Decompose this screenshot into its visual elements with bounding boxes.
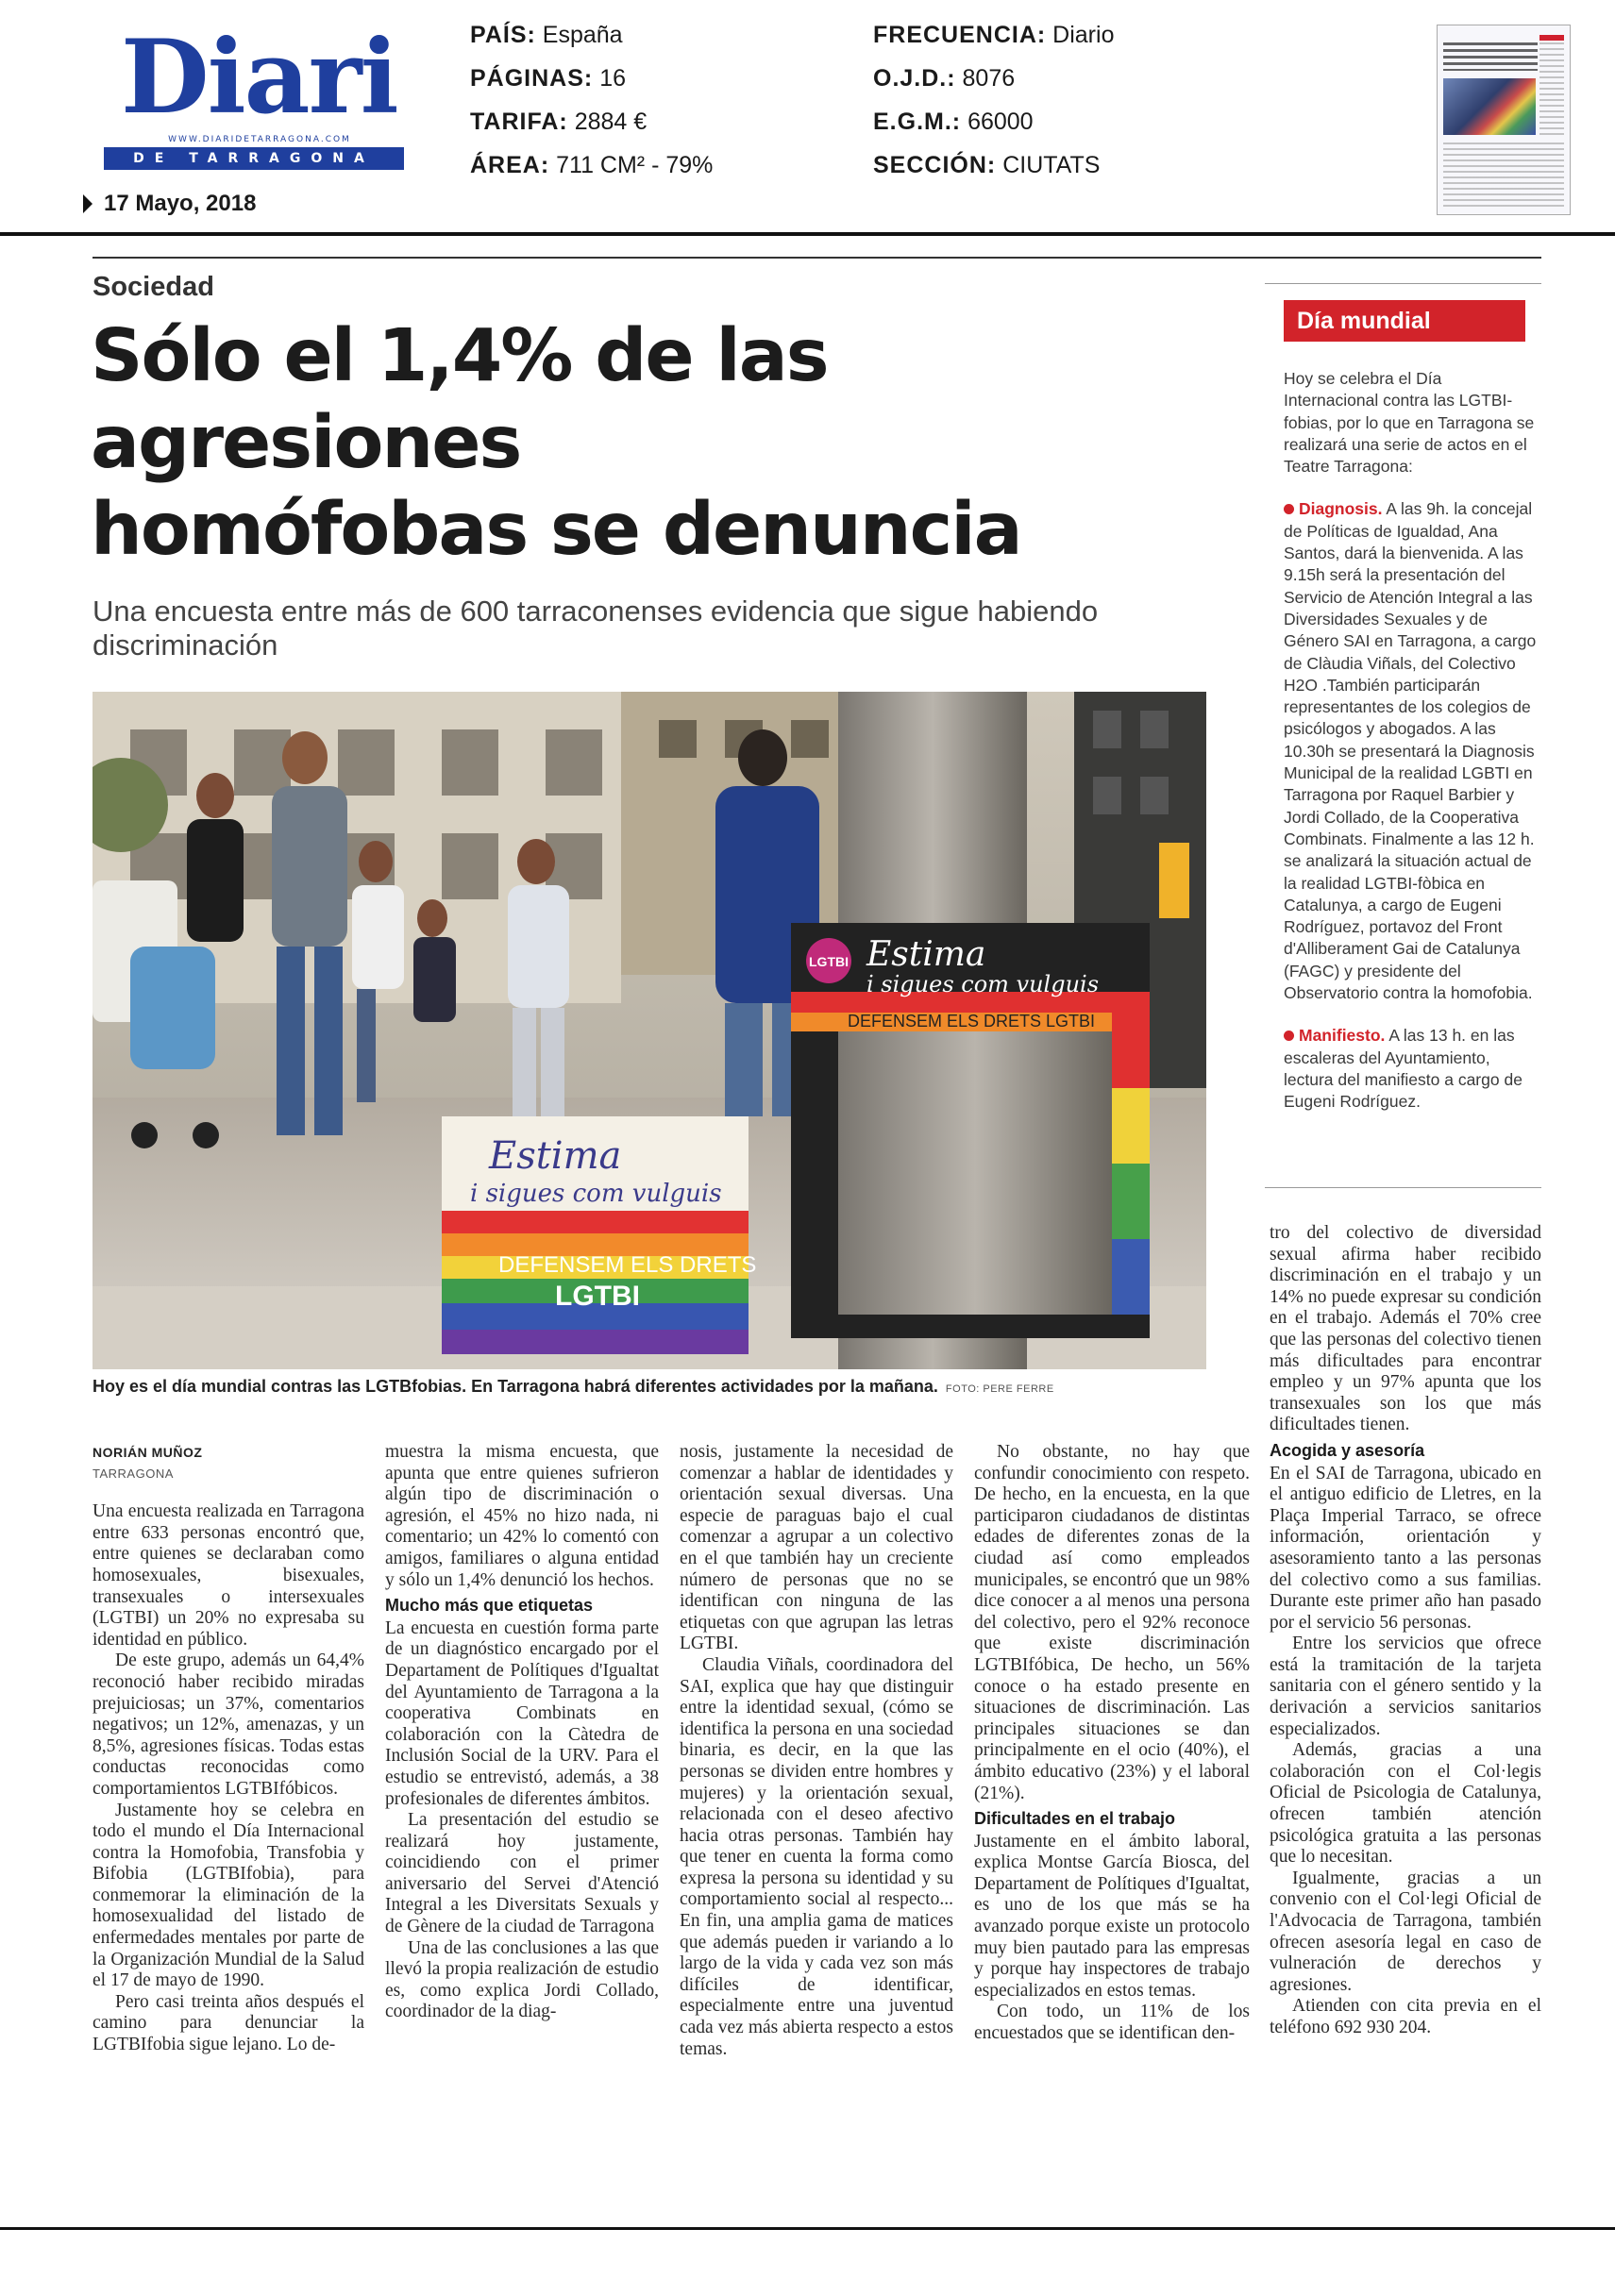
crosshead: Mucho más que etiquetas	[385, 1596, 594, 1616]
sidebar-intro: Hoy se celebra el Día Internacional contra las LGTBI-fobias, por lo que en Tarragona se realizará una serie de actos en el Teatre Tarragona:	[1284, 369, 1535, 477]
back-sign	[791, 923, 1150, 1338]
page-thumbnail[interactable]	[1437, 25, 1571, 215]
back-sign-line2: i sigues com vulguis	[866, 971, 1100, 997]
page-bottom-rule	[0, 2227, 1615, 2230]
paragraph: tro del colectivo de diversidad sexual afirma haber recibido discriminación en el trabajo y un 14% no puede expresar su condición en el trabajo. Además el 70% cree que las personas del colectivo tienen más dificultades para encontrar empleo y un 97% apunta que los transexuales son los que más dificultades tienen.	[1270, 1223, 1541, 1435]
meta-row-rate: TARIFA: 2884 €	[470, 109, 648, 135]
subheadline: Una encuesta entre más de 600 tarraconenses evidencia que sigue habiendo discriminación	[93, 595, 1099, 662]
paragraph: Una de las conclusiones a las que llevó la propia realización de estudio es, como explica Jordi Collado, coordinador de la diag-	[385, 1937, 659, 2022]
front-sign	[442, 1116, 756, 1354]
section-label: Sociedad	[93, 272, 214, 302]
sidebar-box	[1284, 368, 1537, 1134]
sidebar-top-rule	[1265, 283, 1541, 284]
column-5	[1270, 1223, 1541, 2039]
column-4	[974, 1442, 1250, 2045]
meta-row-frequency: FRECUENCIA: Diario	[873, 22, 1115, 48]
crosshead: Dificultades en el trabajo	[974, 1809, 1176, 1829]
meta-row-egm: E.G.M.: 66000	[873, 109, 1034, 135]
paragraph: Entre los servicios que ofrece está la tramitación de la tarjeta sanitaria con el género sentido y la derivación a servicios sanitarios especializados.	[1270, 1634, 1541, 1739]
meta-row-country: PAÍS: España	[470, 22, 623, 48]
paragraph: En el SAI de Tarragona, ubicado en el antiguo edificio de Lletres, en la Plaça Imperial Tarraco, se ofrece información, orientación y asesoramiento tanto a las personas del colectivo como a sus familias. Durante este primer año han pasado por el servicio 56 personas.	[1270, 1463, 1541, 1633]
paragraph: Atienden con cita previa en el teléfono 692 930 204.	[1270, 1996, 1541, 2037]
paragraph: La presentación del estudio se realizará hoy justamente, coincidiendo con el primer aniversario del Servei d'Atenció Integral a les Diversitats Sexuals y de Gènere de la ciudad de Tarragona	[385, 1810, 659, 1937]
paragraph: Una encuesta realizada en Tarragona entre 633 personas encontró que, entre quienes se declaraban como homosexuales, bisexuales, transexuales o intersexuales (LGTBI) un 20% no expresaba su identidad en público.	[93, 1501, 364, 1650]
article-top-rule	[93, 257, 1541, 259]
paragraph: Con todo, un 11% de los encuestados que se identifican den-	[974, 2002, 1250, 2044]
back-sign-line1: Estima	[866, 935, 986, 974]
publication-date: 17 Mayo, 2018	[104, 191, 257, 216]
lgtbi-badge-text: LGTBI	[809, 954, 849, 969]
paragraph: Justamente en el ámbito laboral, explica Montse García Biosca, del Departament de Polítiques d'Igualtat, es uno de los que más se ha avanzado porque existe un protocolo muy bien pautado para las empresas y porque hay inspectores de trabajo especializados en estos temas.	[974, 1831, 1250, 2001]
byline: NORIÁN MUÑOZ	[93, 1445, 203, 1460]
paragraph: Claudia Viñals, coordinadora del SAI, explica que hay que distinguir entre la identidad sexual, (cómo se identifica la persona en una sociedad binaria, es decir, en la que las personas se dividen entre hombres y mujeres) y la orientación sexual, relacionada con el deseo afectivo hacia otras personas. También hay que tener en cuenta la forma como expresa la persona su identidad y su comportamiento social al respecto... En fin, una amplia gama de matices que además pueden ir variando a lo largo de la vida y cada vez son más difíciles de identificar, especialmente entre una juventud cada vez más abierta respecto a estos temas.	[680, 1654, 953, 2059]
header-divider	[0, 232, 1615, 236]
photo-credit: FOTO: PERE FERRE	[945, 1383, 1054, 1395]
meta-row-area: ÁREA: 711 CM² - 79%	[470, 152, 714, 178]
paragraph: No obstante, no hay que confundir conocimiento con respeto. De hecho, en la encuesta, en la que participaron ciudadanos de distintas edades de diferentes zonas de la ciudad así como empleados municipales, se encontró que un 98% dice conocer a al menos una persona del colectivo, pero el 92% reconoce que existe discriminación LGTBIfóbica, De hecho, un 56% conoce o ha estado presente en situaciones de discriminación. Las principales situaciones se dan principalmente en el ocio (40%), el ámbito educativo (23%) y el laboral (21%).	[974, 1442, 1250, 1803]
sidebar-badge: Día mundial	[1284, 300, 1525, 342]
meta-row-pages: PÁGINAS: 16	[470, 65, 626, 92]
triangle-right-icon	[83, 194, 93, 213]
byline-place: TARRAGONA	[93, 1466, 174, 1481]
back-sign-banner: DEFENSEM ELS DRETS LGTBI	[848, 1012, 1096, 1031]
paragraph: Además, gracias a una colaboración con el Col·legis Oficial de Psicologia de Catalunya, ofrecen también atención psicológica gratuita a las personas que lo necesitan.	[1270, 1740, 1541, 1868]
paragraph: Igualmente, gracias a un convenio con el Col·legi Oficial de l'Advocacia de Tarragona, también ofrecen asesoría legal en caso de vulneración de derechos y agresiones.	[1270, 1868, 1541, 1995]
meta-right	[873, 13, 1114, 187]
newspaper-logo: Diari	[121, 18, 397, 137]
sidebar-item-diagnosis: Diagnosis. A las 9h. la concejal de Políticas de Igualdad, Ana Santos, dará la bienvenida. A las 9.15h será la presentación del Servicio de Atención Integral a las Diversidades Sexuales y de Género SAI en Tarragona, a cargo de Clàudia Viñals, del Colectivo H2O .También participarán representantes de los colegios de psicólogos y abogados. A las 10.30h se presentará la Diagnosis Municipal de la realidad LGBTI en Tarragona por Raquel Barbier y Jordi Collado, de la Cooperativa Combinats. Finalmente a las 12 h. se analizará la situación actual de la realidad LGTBI-fòbica en Catalunya, a cargo de Eugeni Rodríguez, portavoz del Front d'Alliberament Gai de Catalunya (FAGC) y presidente del Observatorio contra la homofobia.	[1284, 499, 1537, 1003]
front-sign-line3: DEFENSEM ELS DRETS	[498, 1252, 757, 1278]
crosshead: Acogida y asesoría	[1270, 1440, 1425, 1460]
logo-url: WWW.DIARIDETARRAGONA.COM	[168, 135, 351, 144]
column-1	[93, 1442, 364, 2056]
bullet-icon	[1284, 1031, 1294, 1041]
paragraph: Pero casi treinta años después el camino para denunciar la LGTBIfobia sigue lejano. Lo de-	[93, 1991, 364, 2055]
column-2	[385, 1442, 659, 2023]
article-photo	[93, 692, 1206, 1369]
bullet-icon	[1284, 504, 1294, 514]
paragraph: La encuesta en cuestión forma parte de un diagnóstico encargado por el Departament de Polítiques d'Igualtat del Ayuntamiento de Tarragona a la cooperativa Combinats en colaboración con la Càtedra de Inclusión Social de la URV. Para el estudio se entrevistó, además, a 38 profesionales de diferentes ámbitos.	[385, 1617, 659, 1809]
meta-row-ojd: O.J.D.: 8076	[873, 65, 1016, 92]
paragraph: De este grupo, además un 64,4% reconoció haber recibido miradas prejuiciosas; un 37%, comentarios negativos; un 12%, amenazas, y un 8,5%, agresiones físicas. Todas estas conductas reconocidas como comportamientos LGTBIfóbicos.	[93, 1651, 364, 1799]
paragraph: muestra la misma encuesta, que apunta que entre quienes sufrieron algún tipo de discriminación o agresión, el 45% no hizo nada, ni comentario; un 42% lo comentó con amigos, familiares o alguna entidad y sólo un 1,4% denunció los hechos.	[385, 1442, 659, 1590]
sidebar-bottom-rule	[1265, 1187, 1541, 1188]
headline: Sólo el 1,4% de las agresiones homófobas se denuncia	[91, 314, 1021, 572]
sidebar-item-manifesto: Manifiesto. A las 13 h. en las escaleras del Ayuntamiento, lectura del manifiesto a cargo de Eugeni Rodríguez.	[1284, 1026, 1522, 1112]
front-sign-line1: Estima	[489, 1134, 622, 1178]
paragraph: Justamente hoy se celebra en todo el mundo el Día Internacional contra la Homofobia, Transfobia y Bifobia (LGTBIfobia), para conmemorar la eliminación de la homosexualidad del listado de enfermedades mentales por parte de la Organización Mundial de la Salud el 17 de mayo de 1990.	[93, 1800, 364, 1991]
meta-row-section: SECCIÓN: CIUTATS	[873, 152, 1101, 178]
logo-band: DE TARRAGONA	[104, 147, 404, 170]
publication-date-row	[83, 191, 256, 217]
front-sign-line4: LGTBI	[555, 1281, 640, 1312]
photo-caption: Hoy es el día mundial contras las LGTBfobias. En Tarragona habrá diferentes actividades por la mañana. FOTO: PERE FERRE	[93, 1377, 1054, 1396]
meta-left	[470, 13, 713, 187]
column-3	[680, 1442, 953, 2060]
front-sign-line2: i sigues com vulguis	[470, 1180, 722, 1208]
paragraph: nosis, justamente la necesidad de comenzar a hablar de identidades y orientación sexual diversas. Una especie de paraguas bajo el cual comenzar a agrupar a un colectivo en el que también hay un creciente número de personas que no se identifican con ninguna de las etiquetas con que agrupan las letras LGTBI.	[680, 1442, 953, 1654]
